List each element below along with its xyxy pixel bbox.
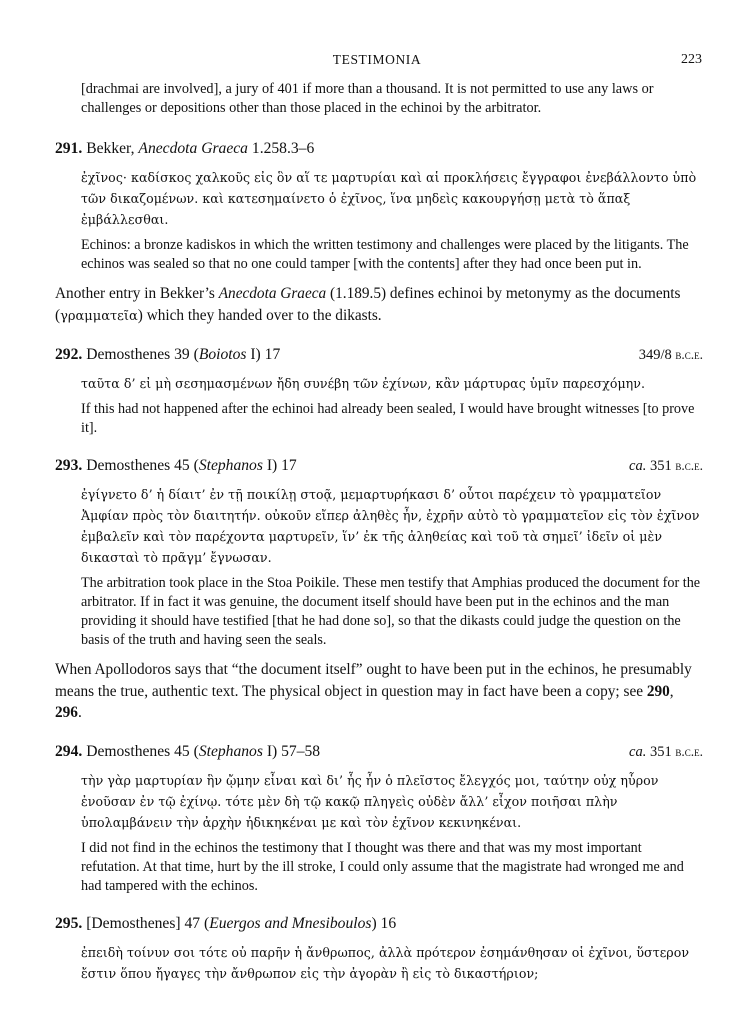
- translation-text: Echinos: a bronze kadiskos in which the written testimony and challenges were placed by the litigants. The echinos was sealed so that no one could tamper [with the contents] after they had once been put in.: [81, 237, 689, 272]
- translation-text: I did not find in the echinos the testimony that I thought was there and that was my most important refutation. At that time, hurt by the ill stroke, I could only assume that the magistrate had wronged me and had tampered with the echinos.: [81, 839, 684, 894]
- date-era: b.c.e.: [675, 347, 703, 362]
- date-year: 351: [649, 743, 672, 760]
- entry-work-title: Euergos and Mnesiboulos: [209, 914, 372, 932]
- entry-number: 291.: [55, 140, 83, 157]
- entry-author: Demosthenes 39 (: [86, 346, 199, 363]
- entry-author: Demosthenes 45 (: [86, 457, 199, 474]
- entry-source: [55, 345, 280, 365]
- greek-text: ἐπειδὴ τοίνυν σοι τότε οὐ παρῆν ἡ ἄνθρωπος, ἀλλὰ πρότερον ἐσημάνθησαν οἱ ἐχῖνοι, ὕστερον ἔστιν ὅπου ἤγαγες τὴν ἄνθρωπον εἰς τὴν ἀγορὰν ἢ εἰς τὸ δικαστήριον;: [81, 944, 690, 981]
- entry-heading: [55, 345, 703, 365]
- commentary-work-title: Anecdota Graeca: [218, 285, 327, 302]
- entry-reference: I) 57–58: [262, 742, 321, 760]
- entry-number: 294.: [55, 742, 83, 760]
- entry-date: [629, 742, 703, 762]
- testimonium-295: [55, 914, 703, 984]
- running-head: [0, 52, 754, 72]
- entry-reference: 1.258.3–6: [251, 140, 315, 157]
- date-year: 349/8: [638, 347, 672, 363]
- testimonium-292: [55, 345, 703, 438]
- entry-work-title: Stephanos: [198, 742, 263, 760]
- commentary-text: ) which they handed over to the dikasts.: [137, 306, 382, 324]
- entry-date: [629, 456, 703, 476]
- entry-number: 295.: [55, 914, 83, 932]
- entry-heading: [55, 742, 703, 762]
- entry-author: Bekker,: [86, 140, 135, 157]
- entry-work-title: Boiotos: [198, 346, 247, 363]
- date-prefix: ca.: [629, 458, 647, 474]
- page-body: [55, 80, 703, 1002]
- entry-source: [55, 914, 396, 934]
- continuation-paragraph: [drachmai are involved], a jury of 401 if more than a thousand. It is not permitted to use any laws or challenges or depositions other than those placed in the echinoi by the arbitrator.: [81, 81, 654, 116]
- date-era: b.c.e.: [675, 743, 703, 759]
- entry-reference: I) 17: [246, 346, 281, 363]
- page-number: 223: [681, 52, 702, 67]
- greek-text: τὴν γὰρ μαρτυρίαν ἣν ᾤμην εἶναι καὶ δι’ ἧς ἦν ὁ πλεῖστος ἔλεγχός μοι, ταύτην οὐχ ηὗρον ἐνοῦσαν ἐν τῷ ἐχίνῳ. τότε μὲν δὴ τῷ κακῷ πληγεὶς οὐδὲν ἄλλ’ εἶχον ποιῆσαι πλὴν ὑπολαμβάνειν τὴν ἀρχὴν ἠδικηκέναι με καὶ τὸν ἐχῖνον κεκινηκέναι.: [81, 772, 659, 830]
- entry-number: 292.: [55, 346, 83, 363]
- running-head-title: TESTIMONIA: [332, 52, 422, 67]
- entry-source: [55, 742, 320, 762]
- entry-source: [55, 456, 297, 476]
- entry-number: 293.: [55, 457, 83, 474]
- greek-text: ταῦτα δ’ εἰ μὴ σεσημασμένων ἤδη συνέβη τῶν ἐχίνων, κἂν μάρτυρας ὑμῖν παρεσχόμην.: [81, 376, 646, 391]
- entry-heading: [55, 914, 703, 934]
- entry-author: [Demosthenes] 47 (: [86, 914, 210, 932]
- commentary-text: (1.189.5) defines echinoi by metonymy as the documents (: [55, 285, 681, 324]
- entry-source: [55, 139, 314, 159]
- commentary-greek-word: γραμματεῖα: [60, 308, 138, 324]
- date-year: 351: [649, 458, 672, 474]
- testimonium-294: [55, 742, 703, 896]
- entry-heading: [55, 139, 703, 159]
- entry-reference: I) 17: [262, 457, 297, 474]
- commentary-text: .: [77, 704, 82, 721]
- date-era: b.c.e.: [675, 458, 703, 473]
- cross-reference: 290: [646, 682, 670, 700]
- entry-work-title: Anecdota Graeca: [138, 140, 248, 157]
- testimonium-293: [55, 456, 703, 724]
- translation-text: If this had not happened after the echinoi had already been sealed, I would have brought witnesses [to prove it].: [81, 401, 695, 436]
- entry-author: Demosthenes 45 (: [86, 742, 199, 760]
- date-prefix: ca.: [629, 743, 647, 760]
- entry-work-title: Stephanos: [198, 457, 263, 474]
- cross-reference: 296: [55, 704, 78, 721]
- testimonium-291: [55, 139, 703, 327]
- translation-text: The arbitration took place in the Stoa Poikile. These men testify that Amphias produced the document for the arbitrator. If in fact it was genuine, the document itself should have been put in the echinos and the man providing it should have testified [that he had done so], so that the dikasts could judge the question on the basis of the truth and having seen the seals.: [81, 575, 701, 648]
- commentary-paragraph: [55, 283, 703, 327]
- entry-heading: [55, 456, 703, 476]
- entry-reference: ) 16: [371, 914, 397, 932]
- commentary-text: Another entry in Bekker’s: [55, 285, 219, 302]
- entry-date: [639, 345, 703, 365]
- greek-text: ἐγίγνετο δ’ ἡ δίαιτ’ ἐν τῇ ποικίλῃ στοᾷ, μεμαρτυρήκασι δ’ οὗτοι παρέχειν τὸ γραμματεῖον Ἀμφίαν πρὸς τὸν διαιτητήν. οὐκοῦν εἴπερ ἀληθὲς ἦν, ἐχρῆν αὐτὸ τὸ γραμματεῖον εἰς τὸν ἐχῖνον ἐμβαλεῖν καὶ τὸν παρέχοντα μαρτυρεῖν, ἵν’ ἐκ τῆς ἀληθείας καὶ τοῦ τὰ σημεῖ’ ἰδεῖν οἱ μὲν δικασταὶ τὸ πρᾶγμ’ ἔγνωσαν.: [81, 487, 700, 565]
- commentary-paragraph: [55, 659, 703, 724]
- greek-text: ἐχῖνος· καδίσκος χαλκοῦς εἰς ὃν αἵ τε μαρτυρίαι καὶ αἱ προκλήσεις ἔγγραφοι ἐνεβάλλοντο ὑπὸ τῶν δικαζομένων. καὶ κατεσημαίνετο ὁ ἐχῖνος, ἵνα μηδεὶς κακουργήσῃ μετὰ τὸ ἅπαξ ἐμβάλλεσθαι.: [81, 170, 697, 227]
- commentary-text: ,: [669, 682, 674, 700]
- commentary-text: When Apollodoros says that “the document itself” ought to have been put in the echinos, he presumably means the true, authentic text. The physical object in question may in fact have been a copy; see: [55, 661, 692, 700]
